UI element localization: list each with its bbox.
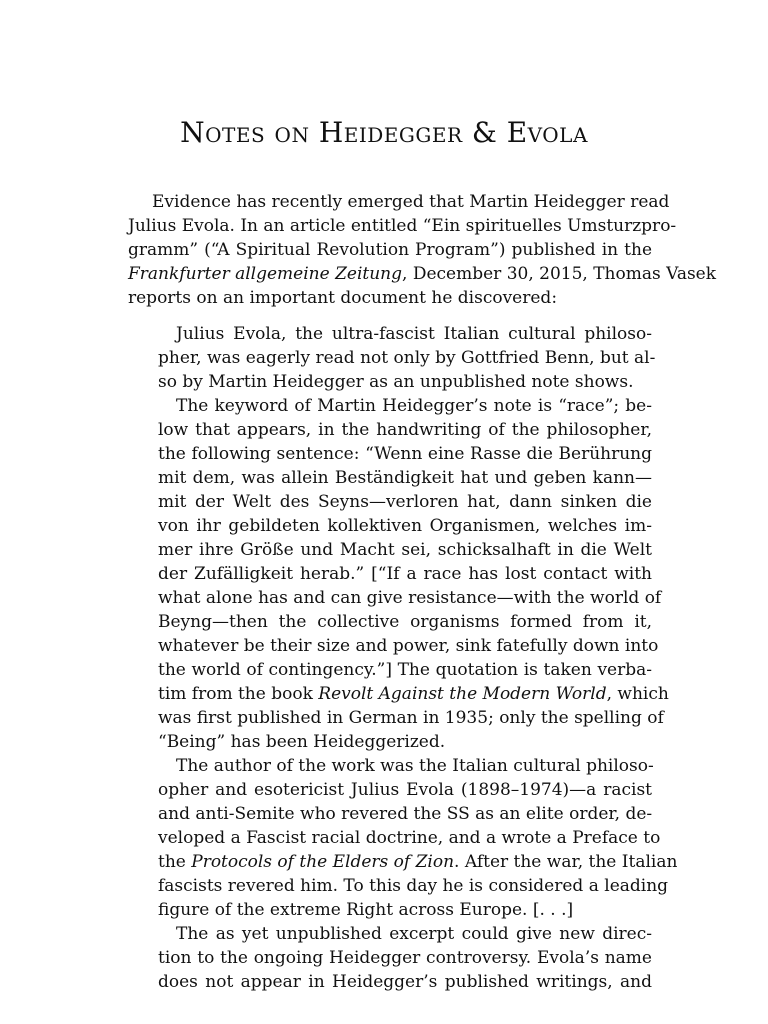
quote-line: der Zufälligkeit herab.” [“If a race has lost contact with bbox=[158, 564, 652, 584]
quote-line: The as yet unpublished excerpt could give new direc- bbox=[176, 924, 652, 944]
intro-line: Evidence has recently emerged that Martin Heidegger read bbox=[152, 192, 670, 212]
quote-line: Beyng—then the collective organisms formed from it, bbox=[158, 612, 652, 632]
quote-line: mer ihre Größe und Macht sei, schicksalhaft in die Welt bbox=[158, 540, 652, 560]
intro-line: reports on an important document he discovered: bbox=[128, 288, 558, 308]
quote-line: opher and esotericist Julius Evola (1898–1974)—a racist bbox=[158, 780, 652, 800]
quote-line: what alone has and can give resistance—with the world of bbox=[158, 588, 662, 608]
quote-line-with-italic: the Protocols of the Elders of Zion. After the war, the Italian bbox=[158, 852, 678, 872]
newspaper-title: Frankfurter allgemeine Zeitung bbox=[128, 264, 403, 284]
quote-line: whatever be their size and power, sink fatefully down into bbox=[158, 636, 659, 656]
intro-line: gramm” (“A Spiritual Revolution Program”) published in the bbox=[128, 240, 652, 260]
quote-line: the following sentence: “Wenn eine Rasse die Berührung bbox=[158, 444, 652, 464]
page-title: Notes on Heidegger & Evola bbox=[180, 116, 588, 149]
book-title: Revolt Against the Modern World bbox=[318, 684, 607, 704]
quote-line: Julius Evola, the ultra-fascist Italian cultural philoso- bbox=[176, 324, 652, 344]
quote-line: mit dem, was allein Beständigkeit hat und geben kann— bbox=[158, 468, 652, 488]
book-title: Protocols of the Elders of Zion bbox=[191, 852, 455, 872]
quote-line: The author of the work was the Italian cultural philoso- bbox=[176, 756, 654, 776]
quote-line: mit der Welt des Seyns—verloren hat, dann sinken die bbox=[158, 492, 652, 512]
quote-line: fascists revered him. To this day he is considered a leading bbox=[158, 876, 669, 896]
quote-line: pher, was eagerly read not only by Gottfried Benn, but al- bbox=[158, 348, 656, 368]
quote-line: tion to the ongoing Heidegger controversy. Evola’s name bbox=[158, 948, 652, 968]
quote-line: “Being” has been Heideggerized. bbox=[158, 732, 446, 752]
intro-line-with-italic: Frankfurter allgemeine Zeitung, December 30, 2015, Thomas Vasek bbox=[128, 264, 717, 284]
quote-line: does not appear in Heidegger’s published writings, and bbox=[158, 972, 652, 992]
quote-line: von ihr gebildeten kollektiven Organismen, welches im- bbox=[158, 516, 652, 536]
quote-line: was first published in German in 1935; only the spelling of bbox=[158, 708, 664, 728]
quote-line: veloped a Fascist racial doctrine, and a wrote a Preface to bbox=[158, 828, 661, 848]
intro-line: Julius Evola. In an article entitled “Ein spirituelles Umsturzpro- bbox=[128, 216, 677, 236]
quote-line: the world of contingency.”] The quotation is taken verba- bbox=[158, 660, 652, 680]
quote-line: figure of the extreme Right across Europe. [. . .] bbox=[158, 900, 574, 920]
quote-line-with-italic: tim from the book Revolt Against the Modern World, which bbox=[158, 684, 669, 704]
quote-line: so by Martin Heidegger as an unpublished note shows. bbox=[158, 372, 634, 392]
quote-line: low that appears, in the handwriting of the philosopher, bbox=[158, 420, 652, 440]
quote-line: and anti-Semite who revered the SS as an elite order, de- bbox=[158, 804, 653, 824]
quote-line: The keyword of Martin Heidegger’s note is “race”; be- bbox=[176, 396, 652, 416]
